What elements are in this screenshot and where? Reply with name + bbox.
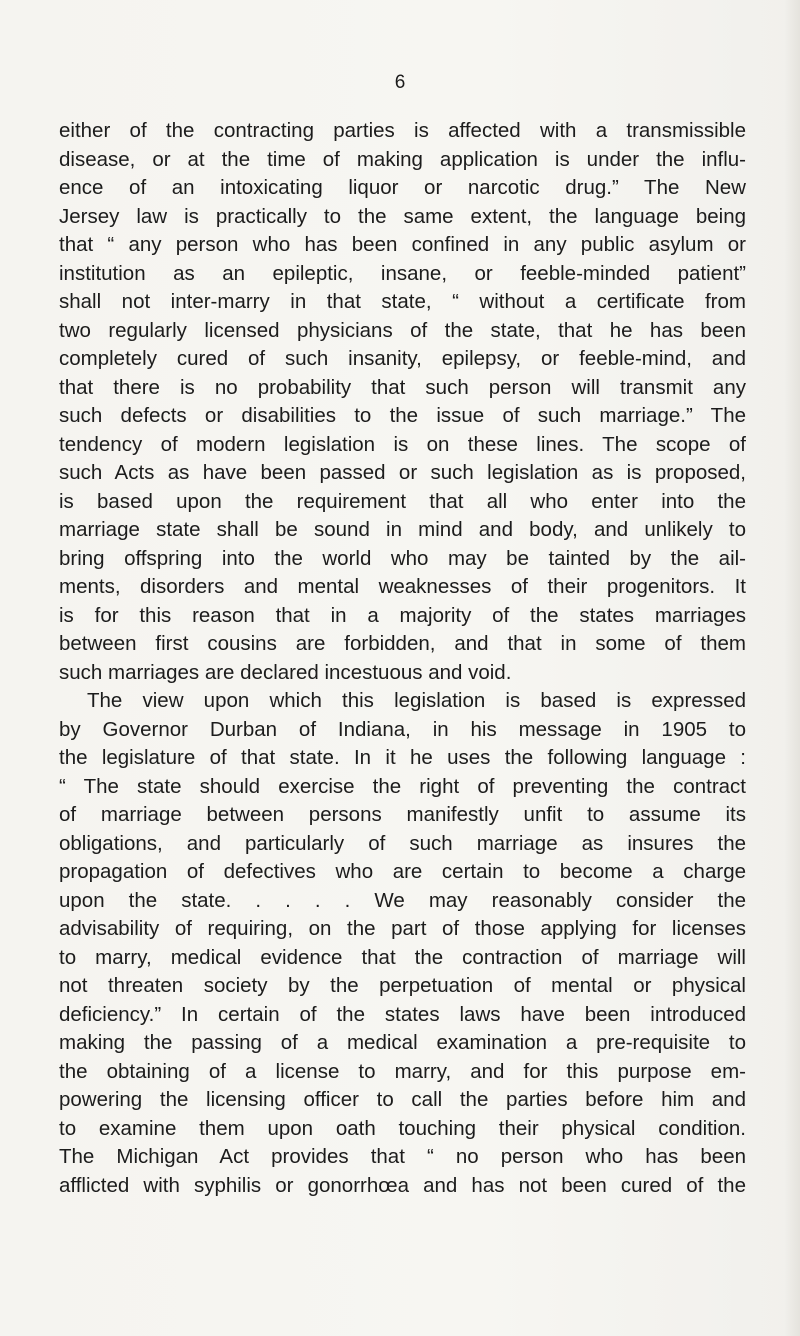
text-line: that “ any person who has been confined in any public asylum or [59, 233, 746, 256]
text-line: The Michigan Act provides that “ no person who has been [59, 1145, 746, 1168]
text-line: ments, disorders and mental weaknesses of their progenitors. It [59, 575, 746, 598]
page-edge-shadow [784, 0, 800, 1336]
text-line: is for this reason that in a majority of the states marriages [59, 603, 746, 627]
text-line: completely cured of such insanity, epilepsy, or feeble-mind, and [59, 347, 746, 370]
text-line: not threaten society by the perpetuation of mental or physical [59, 974, 746, 997]
text-line: shall not inter-marry in that state, “ without a certificate from [59, 290, 746, 313]
paragraph-start-line: The view upon which this legislation is based is expressed [87, 689, 746, 712]
text-line: between first cousins are forbidden, and that in some of them [59, 632, 746, 655]
text-line: two regularly licensed physicians of the state, that he has been [59, 318, 746, 342]
text-line: bring offspring into the world who may be tainted by the ail- [59, 546, 746, 570]
text-line: tendency of modern legislation is on these lines. The scope of [59, 432, 746, 456]
text-line: that there is no probability that such person will transmit any [59, 375, 746, 399]
text-line: institution as an epileptic, insane, or feeble-minded patient” [59, 261, 746, 285]
text-line: either of the contracting parties is affected with a transmissible [59, 119, 746, 142]
text-line: such defects or disabilities to the issue of such marriage.” The [59, 404, 746, 427]
text-line: deficiency.” In certain of the states laws have been introduced [59, 1002, 746, 1026]
body-text [59, 117, 746, 1200]
text-line: Jersey law is practically to the same extent, the language being [59, 204, 746, 228]
paragraph-end-line: such marriages are declared incestuous and void. [59, 660, 512, 684]
text-line: obligations, and particularly of such marriage as insures the [59, 831, 746, 855]
text-line: the legislature of that state. In it he uses the following language : [59, 746, 746, 769]
text-line: marriage state shall be sound in mind and body, and unlikely to [59, 518, 746, 541]
text-line: “ The state should exercise the right of preventing the contract [59, 774, 746, 798]
text-line: afflicted with syphilis or gonorrhœa and has not been cured of the [59, 1173, 746, 1197]
text-line: to marry, medical evidence that the contraction of marriage will [59, 945, 746, 969]
text-line: by Governor Durban of Indiana, in his message in 1905 to [59, 717, 746, 741]
text-line: such Acts as have been passed or such legislation as is proposed, [59, 461, 746, 484]
text-line: the obtaining of a license to marry, and for this purpose em- [59, 1059, 746, 1083]
text-line: upon the state. . . . . We may reasonably consider the [59, 888, 746, 912]
text-line: of marriage between persons manifestly unfit to assume its [59, 803, 746, 826]
page-number: 6 [394, 72, 406, 93]
text-line: is based upon the requirement that all who enter into the [59, 489, 746, 513]
text-line: ence of an intoxicating liquor or narcotic drug.” The New [59, 176, 746, 199]
text-line: propagation of defectives who are certain to become a charge [59, 860, 746, 883]
text-line: disease, or at the time of making application is under the influ- [59, 147, 746, 171]
text-line: powering the licensing officer to call the parties before him and [59, 1088, 746, 1111]
text-line: making the passing of a medical examination a pre-requisite to [59, 1031, 746, 1054]
text-line: advisability of requiring, on the part of those applying for licenses [59, 917, 746, 940]
text-line: to examine them upon oath touching their physical condition. [59, 1116, 746, 1140]
